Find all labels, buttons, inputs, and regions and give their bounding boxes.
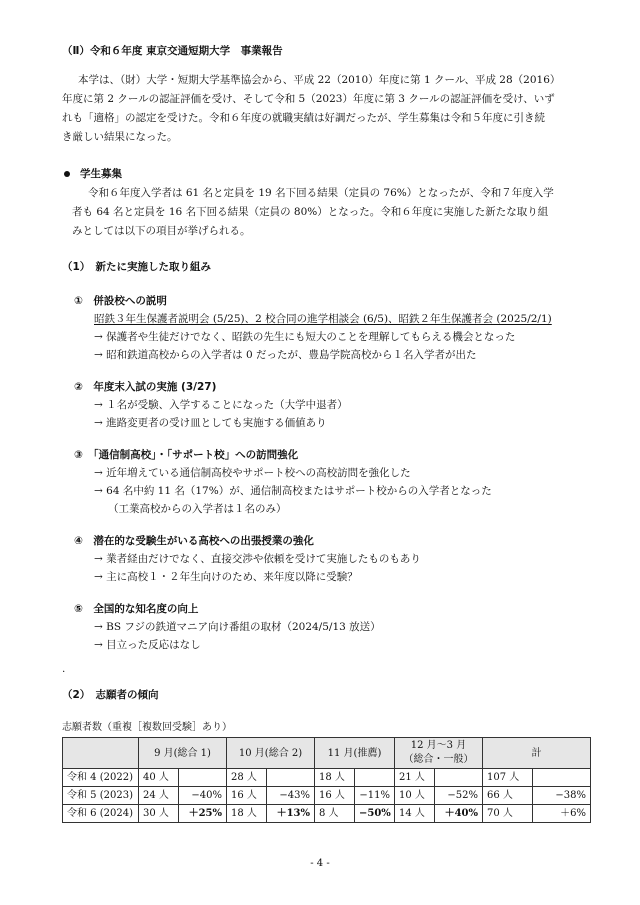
table-row (63, 769, 591, 787)
cell-count: 14 人 (395, 805, 435, 823)
header-sep: 9 月(総合 1) (139, 738, 227, 769)
report-heading: （Ⅱ）令和６年度 東京交通短期大学 事業報告 (62, 45, 283, 57)
item-2-title: ② 年度末入試の実施 (3/27) (74, 381, 217, 393)
cell-count: 18 人 (315, 769, 355, 787)
header-dec-mar-line-1: 12 月～3 月 (410, 740, 467, 751)
item-5-line-2: → 目立った反応はなし (94, 639, 201, 651)
item-2-line-2: → 進路変更者の受け皿としても実施する価値あり (94, 417, 327, 429)
subsection-2-title: （2） 志願者の傾向 (62, 689, 159, 701)
cell-change: −11% (355, 787, 395, 805)
cell-change: −40% (179, 787, 227, 805)
table-caption: 志願者数（重複［複数回受験］あり） (62, 722, 232, 733)
cell-change (435, 769, 483, 787)
item-1-line-3: → 昭和鉄道高校からの入学者は 0 だったが、豊島学院高校から１名入学者が出た (94, 349, 477, 361)
cell-count: 66 人 (483, 787, 533, 805)
table-row (63, 805, 591, 823)
cell-count: 40 人 (139, 769, 179, 787)
applicants-table (62, 737, 591, 823)
subsection-1-title: （1） 新たに実施した取り組み (62, 261, 212, 273)
header-oct: 10 月(総合 2) (227, 738, 315, 769)
intro-line-3: れも「適格」の認定を受けた。令和６年度の就職実績は好調だったが、学生募集は令和５年度に引き続 (62, 112, 545, 124)
row-year: 令和 6 (2024) (63, 805, 139, 823)
cell-count: 16 人 (315, 787, 355, 805)
header-dec-mar (395, 738, 483, 769)
header-nov: 11 月(推薦) (315, 738, 395, 769)
item-1-title: ① 併設校への説明 (74, 295, 167, 307)
item-2-line-1: → １名が受験、入学することになった（大学中退者） (94, 399, 348, 411)
table-corner-header (63, 738, 139, 769)
cell-count: 10 人 (395, 787, 435, 805)
cell-change: ＋13% (267, 805, 315, 823)
item-1-line-1: 昭鉄３年生保護者説明会 (5/25)、2 校合同の進学相談会 (6/5)、昭鉄２年生保護者会 (2025/2/1) (94, 313, 552, 325)
cell-change: −43% (267, 787, 315, 805)
cell-count: 16 人 (227, 787, 267, 805)
cell-count: 30 人 (139, 805, 179, 823)
cell-count: 21 人 (395, 769, 435, 787)
cell-change (355, 769, 395, 787)
intro-line-2: 年度に第 2 クールの認証評価を受け、そして令和 5（2023）年度に第 3 クールの認証評価を受け、いず (62, 93, 555, 105)
item-4-line-2: → 主に高校１・２年生向けのため、来年度以降に受験？ (94, 571, 358, 583)
item-1-line-2: → 保護者や生徒だけでなく、昭鉄の先生にも短大のことを理解してもらえる機会となった (94, 331, 516, 343)
cell-change (267, 769, 315, 787)
intro-line-1: 本学は、（財）大学・短期大学基準協会から、平成 22（2010）年度に第 1 クール、平成 28（2016） (78, 74, 561, 86)
section-line-3: みとしては以下の項目が挙げられる。 (72, 225, 251, 237)
item-3-line-1: → 近年増えている通信制高校やサポート校への高校訪問を強化した (94, 467, 411, 479)
cell-count: 8 人 (315, 805, 355, 823)
cell-count: 18 人 (227, 805, 267, 823)
table-row (63, 787, 591, 805)
cell-count: 107 人 (483, 769, 533, 787)
row-year: 令和 4 (2022) (63, 769, 139, 787)
item-3-line-3: （工業高校からの入学者は１名のみ） (108, 503, 287, 515)
item-4-title: ④ 潜在的な受験生がいる高校への出張授業の強化 (74, 535, 314, 547)
header-total: 計 (483, 738, 591, 769)
cell-count: 70 人 (483, 805, 533, 823)
row-year: 令和 5 (2023) (63, 787, 139, 805)
cell-count: 28 人 (227, 769, 267, 787)
cell-change: −52% (435, 787, 483, 805)
bullet-icon (64, 171, 70, 177)
stray-dot: . (62, 663, 66, 675)
item-5-title: ⑤ 全国的な知名度の向上 (74, 603, 199, 615)
cell-count: 24 人 (139, 787, 179, 805)
cell-change: ＋40% (435, 805, 483, 823)
item-5-line-1: → BS フジの鉄道マニア向け番組の取材（2024/5/13 放送） (94, 621, 381, 633)
cell-change: ＋25% (179, 805, 227, 823)
cell-change: −38% (533, 787, 591, 805)
cell-change (533, 769, 591, 787)
cell-change (179, 769, 227, 787)
item-3-line-2: → 64 名中約 11 名（17%）が、通信制高校またはサポート校からの入学者となった (94, 485, 492, 497)
cell-change: ＋6% (533, 805, 591, 823)
item-3-title: ③ 「通信制高校」・「サポート校」への訪問強化 (74, 449, 299, 461)
section-title: 学生募集 (80, 168, 122, 180)
item-4-line-1: → 業者経由だけでなく、直接交渉や依頼を受けて実施したものもあり (94, 553, 421, 565)
intro-line-4: き厳しい結果になった。 (62, 131, 178, 143)
cell-change: −50% (355, 805, 395, 823)
page-number: - 4 - (310, 858, 330, 869)
section-line-1: 令和６年度入学者は 61 名と定員を 19 名下回る結果（定員の 76%）となったが、令和７年度入学 (88, 187, 554, 199)
section-line-2: 者も 64 名と定員を 16 名下回る結果（定員の 80%）となった。令和６年度に実施した新たな取り組 (72, 206, 549, 218)
header-dec-mar-line-2: （総合・一般） (403, 754, 474, 765)
